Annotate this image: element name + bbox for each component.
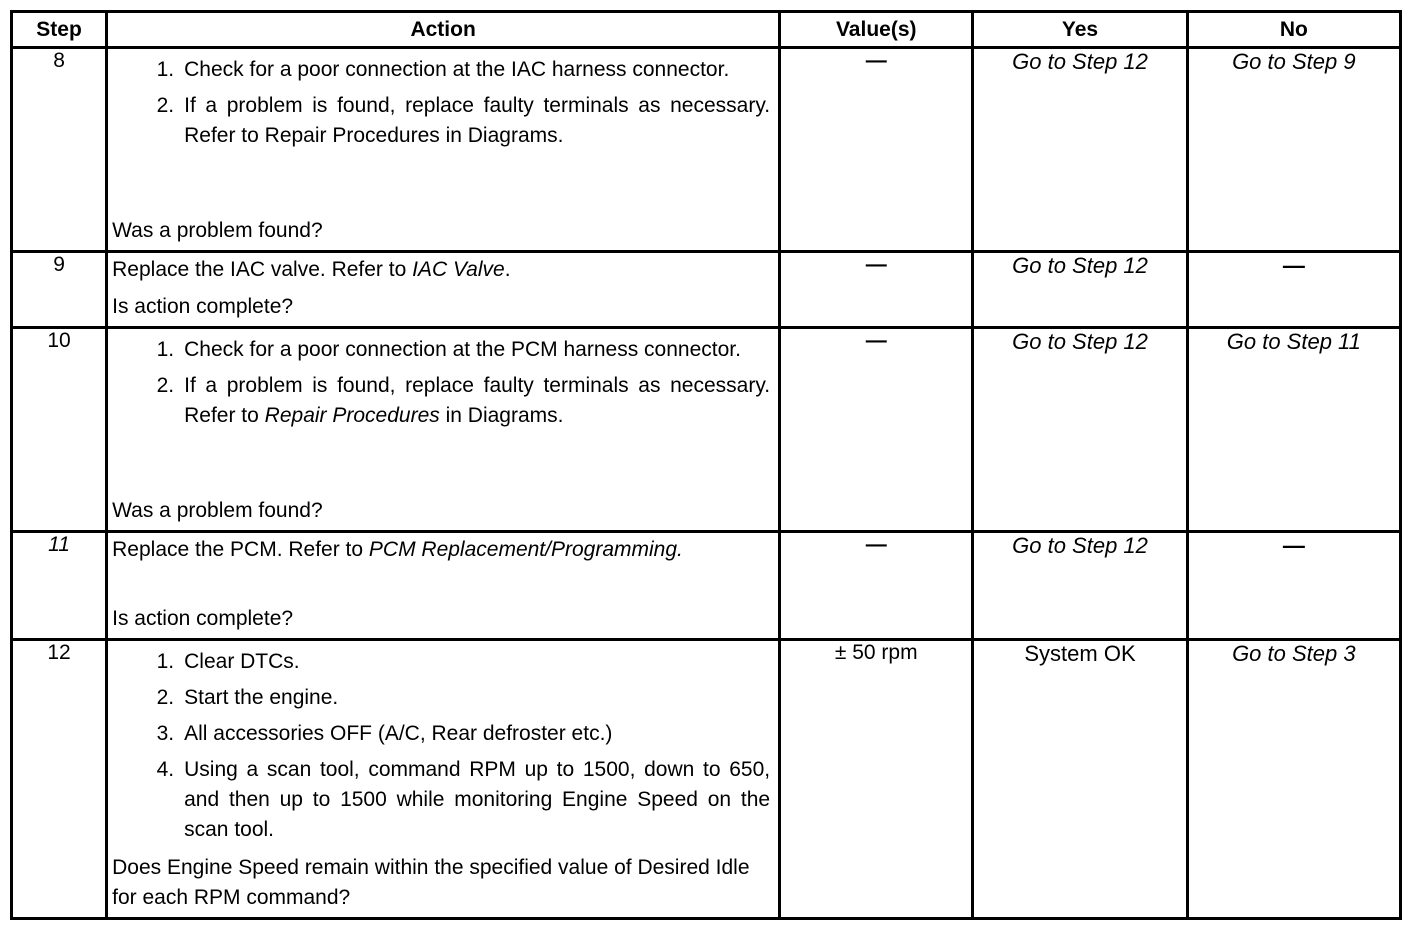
header-action: Action [107, 12, 780, 48]
value-cell: — [780, 532, 973, 640]
yes-outcome: Go to Step 12 [973, 532, 1187, 640]
yes-outcome: Go to Step 12 [973, 252, 1187, 328]
action-question: Was a problem found? [112, 499, 323, 522]
action-question: Does Engine Speed remain within the specified value of Desired Idle for each RPM command? [112, 856, 750, 909]
action-text: Clear DTCs. [184, 650, 300, 673]
header-row [12, 12, 1401, 48]
no-outcome: Go to Step 3 [1187, 640, 1400, 919]
header-values: Value(s) [780, 12, 973, 48]
table-row-step-8 [12, 48, 1401, 252]
value-cell: — [780, 252, 973, 328]
action-text: If a problem is found, replace faulty terminals as necessary. Refer to Repair Procedures in Diagrams. [184, 374, 771, 427]
list-item: 2. Start the engine. [112, 683, 770, 713]
action-cell [107, 252, 780, 328]
list-item: 1. Check for a poor connection at the IAC harness connector. [112, 55, 770, 85]
no-outcome: Go to Step 9 [1187, 48, 1400, 252]
no-outcome: — [1187, 532, 1400, 640]
no-outcome: Go to Step 11 [1187, 328, 1400, 532]
action-text: All accessories OFF (A/C, Rear defroster etc.) [184, 722, 613, 745]
step-number: 9 [12, 252, 107, 328]
value-cell: — [780, 328, 973, 532]
reference-link: PCM Replacement/Programming. [368, 538, 683, 561]
action-question: Was a problem found? [112, 219, 323, 242]
action-text: Replace the PCM. Refer to PCM Replacement/Programming. [112, 538, 683, 561]
action-text: Check for a poor connection at the PCM harness connector. [184, 338, 741, 361]
reference-link: IAC Valve [412, 258, 505, 281]
value-cell: ± 50 rpm [780, 640, 973, 919]
no-outcome: — [1187, 252, 1400, 328]
list-item: 1. Check for a poor connection at the PCM harness connector. [112, 335, 770, 365]
table-row-step-11 [12, 532, 1401, 640]
step-number: 8 [12, 48, 107, 252]
action-text: Replace the IAC valve. Refer to IAC Valve. [112, 258, 511, 281]
list-item: 1. Clear DTCs. [112, 647, 770, 677]
table-row-step-12 [12, 640, 1401, 919]
action-cell [107, 532, 780, 640]
yes-outcome: Go to Step 12 [973, 48, 1187, 252]
list-item: 4. Using a scan tool, command RPM up to 1500, down to 650, and then up to 1500 while monitoring Engine Speed on the scan tool. [112, 755, 770, 845]
list-item: 2. If a problem is found, replace faulty terminals as necessary. Refer to Repair Procedures in Diagrams. [112, 371, 770, 431]
action-cell [107, 640, 780, 919]
step-number: 11 [12, 532, 107, 640]
value-cell: — [780, 48, 973, 252]
step-number: 12 [12, 640, 107, 919]
table-row-step-10 [12, 328, 1401, 532]
action-cell [107, 48, 780, 252]
header-no: No [1187, 12, 1400, 48]
step-number: 10 [12, 328, 107, 532]
action-question: Is action complete? [112, 295, 294, 318]
list-item: 2. If a problem is found, replace faulty terminals as necessary. Refer to Repair Procedures in Diagrams. [112, 91, 770, 151]
diagnostic-table [10, 10, 1402, 920]
header-step: Step [12, 12, 107, 48]
action-text: Start the engine. [184, 686, 339, 709]
action-question: Is action complete? [112, 607, 294, 630]
reference-link: Repair Procedures [264, 404, 440, 427]
yes-outcome: System OK [973, 640, 1187, 919]
action-text: Using a scan tool, command RPM up to 1500, down to 650, and then up to 1500 while monitoring Engine Speed on the scan tool. [184, 758, 771, 841]
action-text: Check for a poor connection at the IAC harness connector. [184, 58, 730, 81]
table-row-step-9 [12, 252, 1401, 328]
header-yes: Yes [973, 12, 1187, 48]
action-text: If a problem is found, replace faulty terminals as necessary. Refer to Repair Procedures in Diagrams. [184, 94, 771, 147]
action-cell [107, 328, 780, 532]
list-item: 3. All accessories OFF (A/C, Rear defroster etc.) [112, 719, 770, 749]
yes-outcome: Go to Step 12 [973, 328, 1187, 532]
